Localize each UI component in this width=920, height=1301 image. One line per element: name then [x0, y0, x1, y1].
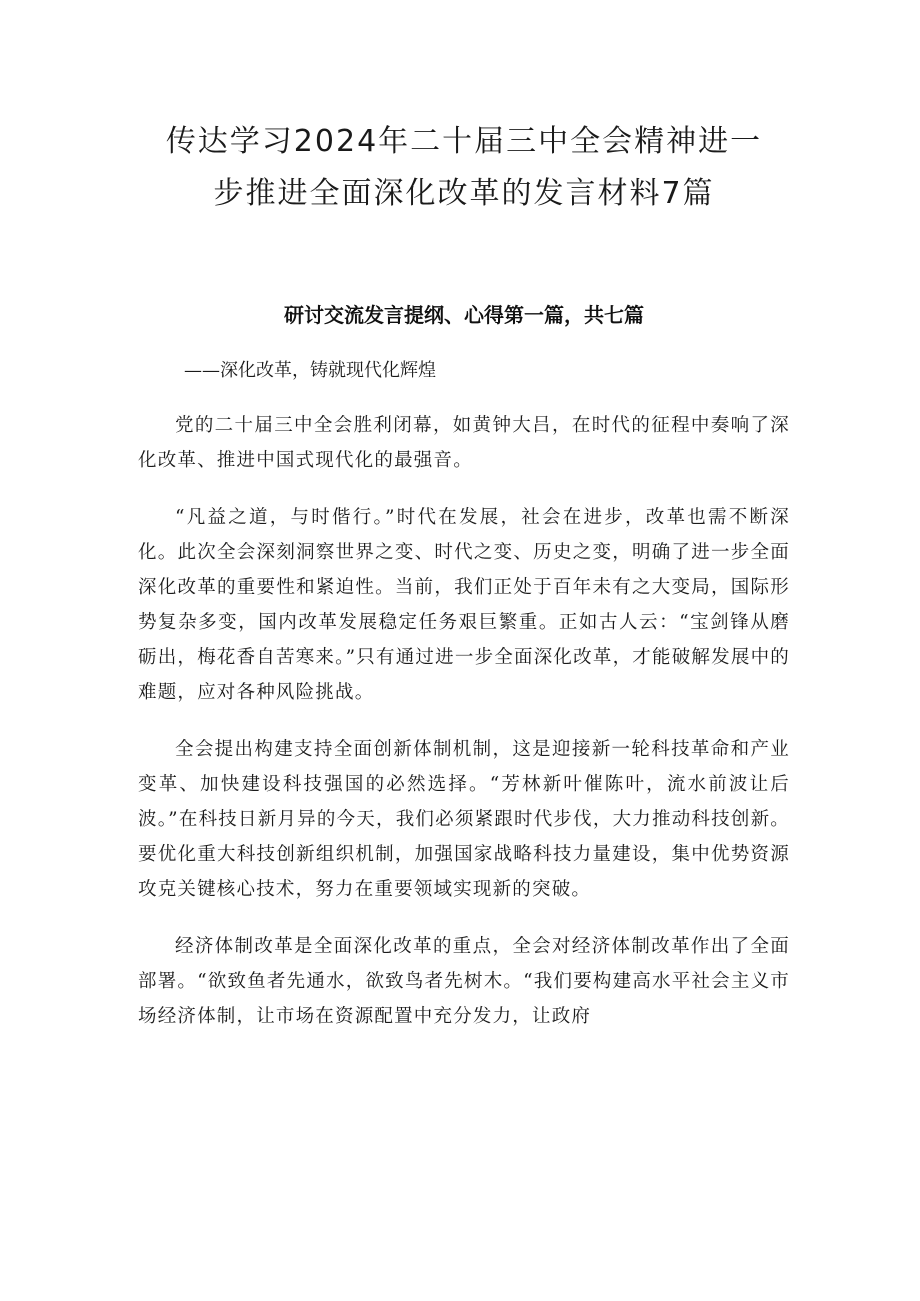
- paragraph-3: 全会提出构建支持全面创新体制机制，这是迎接新一轮科技革命和产业变革、加快建设科技强国的必然选择。“芳林新叶催陈叶，流水前波让后波。”在科技日新月异的今天，我们必须紧跟时代步伐，大力推动科技创新。要优化重大科技创新组织机制，加强国家战略科技力量建设，集中优势资源攻克关键核心技术，努力在重要领域实现新的突破。: [138, 739, 790, 900]
- paragraph-1: 党的二十届三中全会胜利闭幕，如黄钟大吕，在时代的征程中奏响了深化改革、推进中国式现代化的最强音。: [138, 415, 790, 471]
- document-title-line-1: 传达学习2024年二十届三中全会精神进一: [165, 124, 763, 159]
- document-title-line-2: 步推进全面深化改革的发言材料7篇: [213, 176, 715, 211]
- paragraph-2: “凡益之道，与时偕行。”时代在发展，社会在进步，改革也需不断深化。此次全会深刻洞察世界之变、时代之变、历史之变，明确了进一步全面深化改革的重要性和紧迫性。当前，我们正处于百年未有之大变局，国际形势复杂多变，国内改革发展稳定任务艰巨繁重。正如古人云：“宝剑锋从磨砺出，梅花香自苦寒来。”只有通过进一步全面深化改革，才能破解发展中的难题，应对各种风险挑战。: [138, 507, 790, 703]
- section-title: 研讨交流发言提纲、心得第一篇，共七篇: [284, 303, 644, 327]
- document-title: [138, 116, 790, 220]
- section-subtitle: ——深化改革，铸就现代化辉煌: [184, 360, 436, 381]
- paragraph-4: 经济体制改革是全面深化改革的重点，全会对经济体制改革作出了全面部署。“欲致鱼者先通水，欲致鸟者先树木。“我们要构建高水平社会主义市场经济体制，让市场在资源配置中充分发力，让政府: [138, 936, 790, 1027]
